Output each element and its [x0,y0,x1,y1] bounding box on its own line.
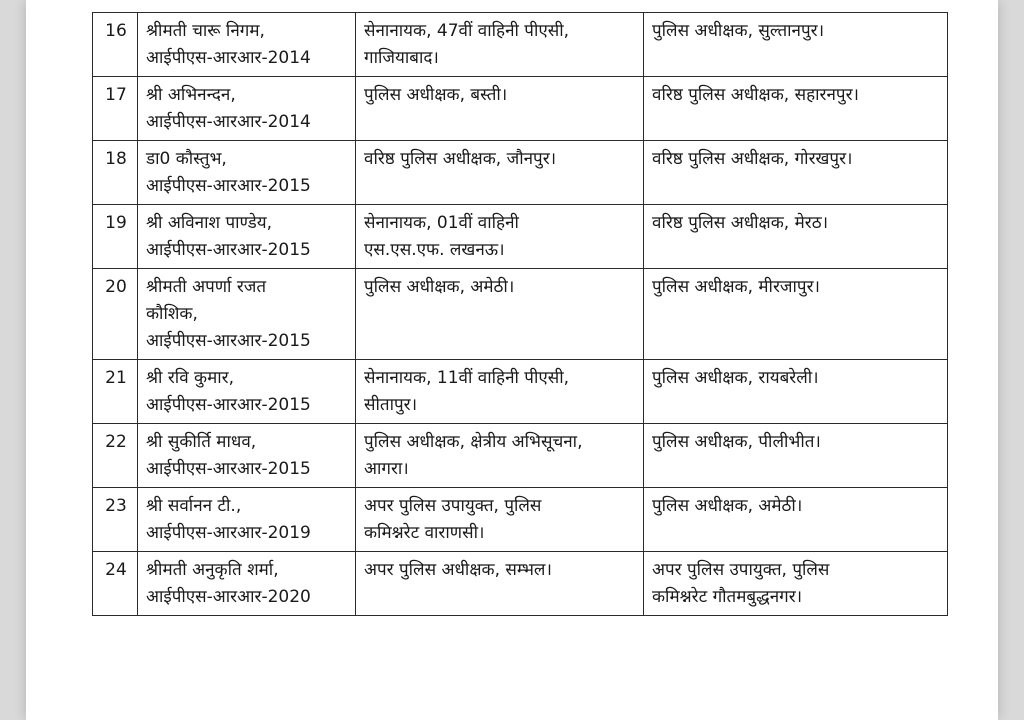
serial-number-cell: 18 [93,141,138,205]
current-posting-line: एस.एस.एफ. लखनऊ। [364,240,505,260]
officer-name-line: आईपीएस-आरआर-2015 [146,176,311,196]
officer-name-line: श्रीमती चारू निगम, [146,21,265,41]
officer-name-line: आईपीएस-आरआर-2020 [146,587,311,607]
current-posting-line: पुलिस अधीक्षक, क्षेत्रीय अभिसूचना, [364,432,583,452]
new-posting-cell [644,488,948,552]
current-posting-line: अपर पुलिस अधीक्षक, सम्भल। [364,560,552,580]
document-page [26,0,998,720]
officer-name-cell [138,77,356,141]
table-row [93,269,948,360]
serial-number-cell: 17 [93,77,138,141]
new-posting-cell [644,205,948,269]
current-posting-line: सीतापुर। [364,395,418,415]
serial-number-cell: 21 [93,360,138,424]
officer-name-line: आईपीएस-आरआर-2015 [146,395,311,415]
officer-name-line: आईपीएस-आरआर-2015 [146,331,311,351]
officer-name-cell [138,424,356,488]
serial-number-cell: 16 [93,13,138,77]
serial-number-cell: 22 [93,424,138,488]
officer-name-cell [138,552,356,616]
current-posting-line: कमिश्नरेट वाराणसी। [364,523,485,543]
officer-name-cell [138,269,356,360]
current-posting-cell [356,205,644,269]
current-posting-line: पुलिस अधीक्षक, अमेठी। [364,277,515,297]
officer-name-line: आईपीएस-आरआर-2014 [146,112,311,132]
new-posting-cell [644,269,948,360]
new-posting-cell [644,141,948,205]
current-posting-cell [356,552,644,616]
transfer-table [92,12,948,616]
officer-name-line: श्री अभिनन्दन, [146,85,236,105]
current-posting-cell [356,269,644,360]
officer-name-line: श्री अविनाश पाण्डेय, [146,213,272,233]
serial-number-cell: 24 [93,552,138,616]
new-posting-line: वरिष्ठ पुलिस अधीक्षक, गोरखपुर। [652,149,853,169]
officer-name-line: श्रीमती अपर्णा रजत [146,277,267,297]
officer-name-cell [138,360,356,424]
officer-name-cell [138,141,356,205]
current-posting-cell [356,141,644,205]
current-posting-line: सेनानायक, 11वीं वाहिनी पीएसी, [364,368,570,388]
officer-name-cell [138,205,356,269]
officer-name-line: आईपीएस-आरआर-2019 [146,523,311,543]
new-posting-line: पुलिस अधीक्षक, पीलीभीत। [652,432,821,452]
new-posting-line: पुलिस अधीक्षक, सुल्तानपुर। [652,21,825,41]
officer-name-line: आईपीएस-आरआर-2015 [146,459,311,479]
new-posting-cell [644,424,948,488]
officer-name-line: श्री सुकीर्ति माधव, [146,432,257,452]
table-row [93,360,948,424]
current-posting-line: आगरा। [364,459,409,479]
officer-name-line: आईपीएस-आरआर-2014 [146,48,311,68]
table-row [93,424,948,488]
officer-name-line: आईपीएस-आरआर-2015 [146,240,311,260]
new-posting-line: पुलिस अधीक्षक, रायबरेली। [652,368,819,388]
officer-name-line: श्रीमती अनुकृति शर्मा, [146,560,279,580]
officer-name-cell [138,488,356,552]
table-row [93,77,948,141]
new-posting-cell [644,13,948,77]
table-row [93,141,948,205]
officer-name-line: श्री सर्वानन टी., [146,496,242,516]
current-posting-cell [356,488,644,552]
serial-number-cell: 19 [93,205,138,269]
current-posting-line: वरिष्ठ पुलिस अधीक्षक, जौनपुर। [364,149,557,169]
new-posting-cell [644,360,948,424]
current-posting-cell [356,424,644,488]
table-row [93,552,948,616]
new-posting-line: वरिष्ठ पुलिस अधीक्षक, मेरठ। [652,213,829,233]
new-posting-line: कमिश्नरेट गौतमबुद्धनगर। [652,587,803,607]
officer-name-line: श्री रवि कुमार, [146,368,235,388]
current-posting-cell [356,77,644,141]
table-row [93,205,948,269]
current-posting-cell [356,13,644,77]
current-posting-line: सेनानायक, 01वीं वाहिनी [364,213,519,233]
new-posting-line: पुलिस अधीक्षक, मीरजापुर। [652,277,820,297]
current-posting-line: अपर पुलिस उपायुक्त, पुलिस [364,496,542,516]
current-posting-cell [356,360,644,424]
officer-name-line: कौशिक, [146,304,198,324]
current-posting-line: गाजियाबाद। [364,48,439,68]
officer-name-cell [138,13,356,77]
new-posting-line: पुलिस अधीक्षक, अमेठी। [652,496,803,516]
serial-number-cell: 20 [93,269,138,360]
new-posting-line: अपर पुलिस उपायुक्त, पुलिस [652,560,830,580]
new-posting-cell [644,77,948,141]
officer-name-line: डा0 कौस्तुभ, [146,149,227,169]
new-posting-line: वरिष्ठ पुलिस अधीक्षक, सहारनपुर। [652,85,859,105]
current-posting-line: पुलिस अधीक्षक, बस्ती। [364,85,508,105]
serial-number-cell: 23 [93,488,138,552]
new-posting-cell [644,552,948,616]
table-row [93,13,948,77]
table-row [93,488,948,552]
current-posting-line: सेनानायक, 47वीं वाहिनी पीएसी, [364,21,570,41]
transfer-table-body [93,13,948,616]
